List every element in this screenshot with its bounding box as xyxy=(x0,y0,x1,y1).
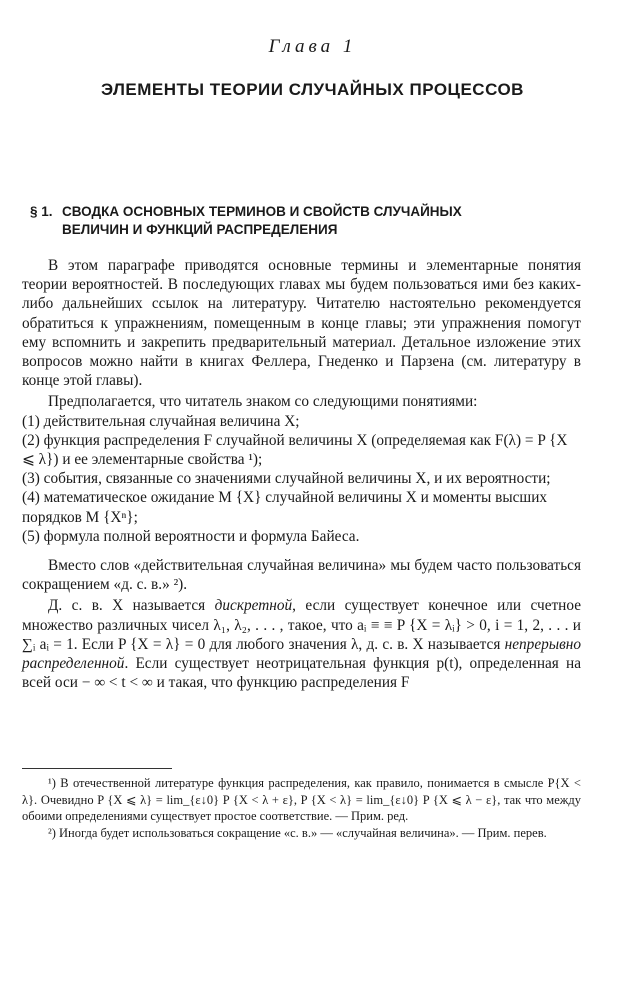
paragraph-abbreviation: Вместо слов «действительная случайная величина» мы будем часто пользоваться сокращением «д. с. в.» ²). xyxy=(22,557,581,594)
footnote-2: ²) Иногда будет использоваться сокращение «с. в.» — «случайная величина». — Прим. перев. xyxy=(48,825,547,840)
section-heading xyxy=(30,203,550,239)
list-item: (3) события, связанные со значениями случайной величины X, и их вероятности; xyxy=(22,470,551,488)
footnote-divider xyxy=(22,768,172,769)
footnotes xyxy=(22,768,581,841)
list-item: (5) формула полной вероятности и формула Байеса. xyxy=(22,527,360,545)
section-number: § 1. xyxy=(30,204,53,219)
section-title-line1: СВОДКА ОСНОВНЫХ ТЕРМИНОВ И СВОЙСТВ СЛУЧАЙНЫХ xyxy=(62,204,462,219)
paragraph-definitions xyxy=(22,596,581,692)
definition-text: Д. с. в. X называется xyxy=(48,597,215,615)
chapter-label: Глава 1 xyxy=(268,36,357,57)
footnote-1: ¹) В отечественной литературе функция распределения, как правило, понимается в смысле P{X < λ}. Очевидно P {X ⩽ λ} = lim_{ε↓0} P {X < λ + ε}, P {X < λ} = lim_{ε↓0} P {X ⩽ λ − ε}, так что между обоими определениями существует простое соответствие. — Прим. ред. xyxy=(22,776,581,823)
term-continuous: непрерывно распределенной xyxy=(22,635,581,673)
definition-text: , если существует конечное или счетное множество различных чисел λ₁, λ₂, . . . , такое, что aᵢ ≡ ≡ P {X = λᵢ} > 0, i = 1, 2, . . . и ∑ᵢ aᵢ = 1. Если P {X = λ} = 0 для любого значения λ, д. с. в. X называется xyxy=(22,597,581,653)
term-discrete: дискретной xyxy=(214,597,293,615)
list-item: (2) функция распределения F случайной величины X (определяемая как F(λ) = P {X ⩽ λ}) и ее элементарные свойства ¹); xyxy=(22,431,568,469)
list-item: (4) математическое ожидание M {X} случайной величины X и моменты высших порядков M {Xⁿ}; xyxy=(22,489,548,526)
paragraph-assumed-concepts: Предполагается, что читатель знаком со следующими понятиями: xyxy=(48,393,478,411)
list-item: (1) действительная случайная величина X; xyxy=(22,412,300,430)
concept-list xyxy=(22,412,581,546)
section-title-line2: ВЕЛИЧИН И ФУНКЦИЙ РАСПРЕДЕЛЕНИЯ xyxy=(62,222,338,237)
definition-text: . Если существует неотрицательная функция p(t), определенная на всей оси − ∞ < t < ∞ и такая, что функцию распределения F xyxy=(22,655,581,692)
paragraph-intro: В этом параграфе приводятся основные термины и элементарные понятия теории вероятностей. В последующих главах мы будем пользоваться ими без каких-либо дальнейших ссылок на литературу. Читателю настоятельно рекомендуется обратиться к упражнениям, помещенным в конце главы; эти упражнения помогут ему вспомнить и закрепить предварительный материал. Детальное изложение этих вопросов можно найти в книгах Феллера, Гнеденко и Парзена (см. литературу в конце этой главы). xyxy=(22,257,581,390)
body-text xyxy=(22,256,581,692)
chapter-title: ЭЛЕМЕНТЫ ТЕОРИИ СЛУЧАЙНЫХ ПРОЦЕССОВ xyxy=(101,80,524,99)
